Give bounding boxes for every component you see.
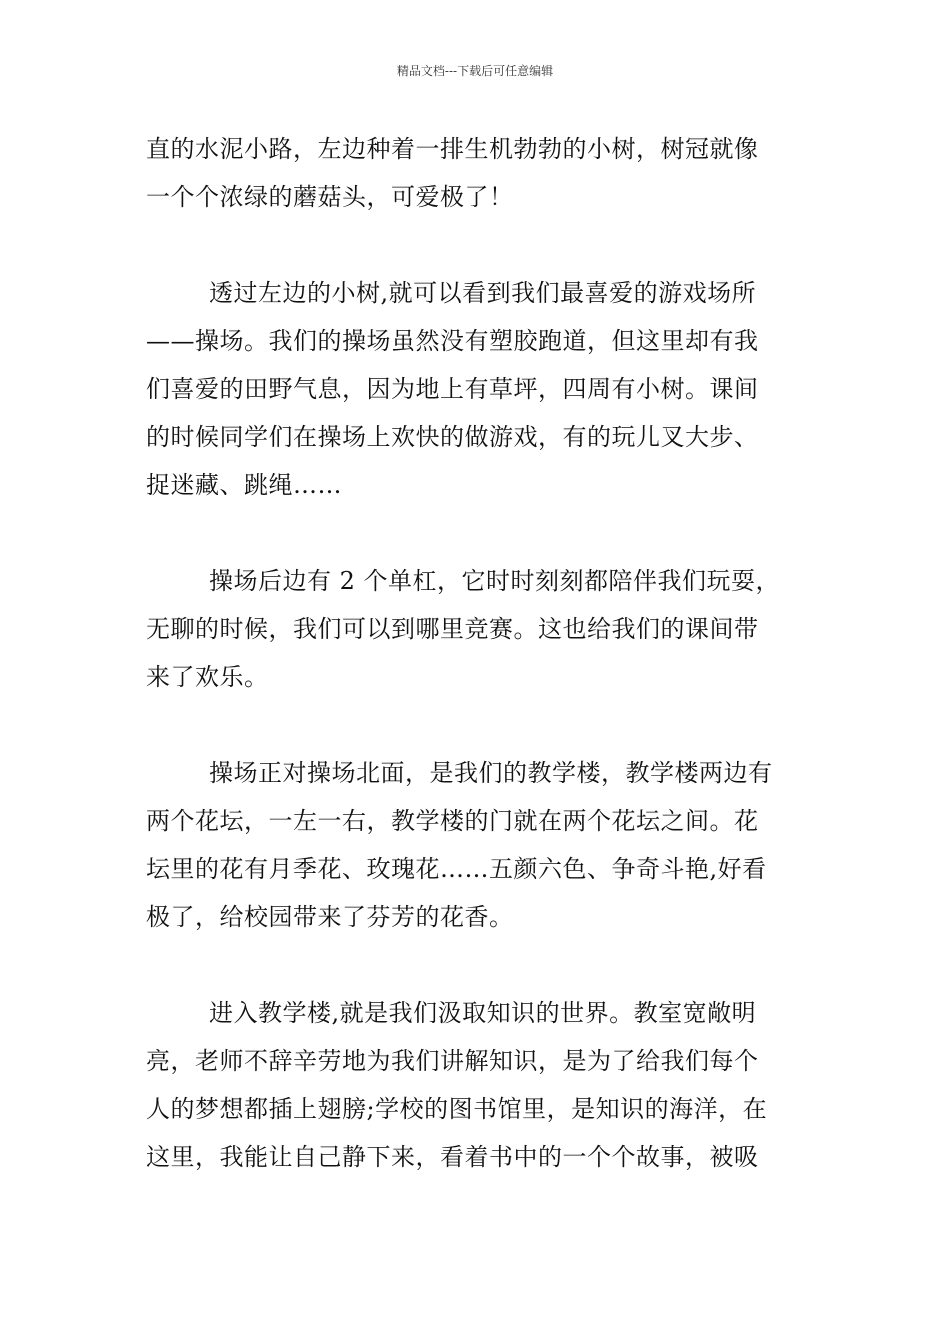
- text-line: 的时候同学们在操场上欢快的做游戏，有的玩儿叉大步、: [146, 423, 759, 451]
- text-line: 捉迷藏、跳绳……: [146, 471, 342, 499]
- text-line: 这里，我能让自己静下来，看着书中的一个个故事，被吸: [146, 1143, 759, 1171]
- paragraph-5: [146, 989, 811, 1181]
- page-header: 精品文档---下载后可任意编辑: [396, 64, 554, 78]
- text-line: 来了欢乐。: [146, 663, 269, 691]
- paragraph-spacer: [146, 701, 811, 749]
- text-line: 无聊的时候，我们可以到哪里竞赛。这也给我们的课间带: [146, 615, 759, 643]
- paragraph-4: [146, 749, 811, 941]
- text-line: 极了，给校园带来了芬芳的花香。: [146, 903, 514, 931]
- paragraph-1: [146, 125, 811, 221]
- paragraph-spacer: [146, 941, 811, 989]
- paragraph-spacer: [146, 509, 811, 557]
- text-line: 操场后边有 2 个单杠，它时时刻刻都陪伴我们玩耍，: [209, 567, 781, 595]
- text-line: 人的梦想都插上翅膀;学校的图书馆里，是知识的海洋，在: [146, 1095, 768, 1123]
- text-line: 坛里的花有月季花、玫瑰花……五颜六色、争奇斗艳,好看: [146, 855, 767, 883]
- text-line: 亮，老师不辞辛劳地为我们讲解知识，是为了给我们每个: [146, 1047, 759, 1075]
- text-line: 一个个浓绿的蘑菇头，可爱极了！: [146, 183, 514, 211]
- paragraph-3: [146, 557, 811, 701]
- paragraph-spacer: [146, 221, 811, 269]
- text-line: ——操场。我们的操场虽然没有塑胶跑道，但这里却有我: [146, 327, 759, 355]
- text-line: 进入教学楼,就是我们汲取知识的世界。教室宽敞明: [209, 999, 757, 1027]
- paragraph-2: [146, 269, 811, 509]
- text-line: 透过左边的小树,就可以看到我们最喜爱的游戏场所: [209, 279, 757, 307]
- text-line: 操场正对操场北面，是我们的教学楼，教学楼两边有: [209, 759, 773, 787]
- text-line: 直的水泥小路，左边种着一排生机勃勃的小树，树冠就像: [146, 135, 759, 163]
- text-line: 两个花坛，一左一右，教学楼的门就在两个花坛之间。花: [146, 807, 759, 835]
- text-line: 们喜爱的田野气息，因为地上有草坪，四周有小树。课间: [146, 375, 759, 403]
- document-body: [146, 125, 811, 1181]
